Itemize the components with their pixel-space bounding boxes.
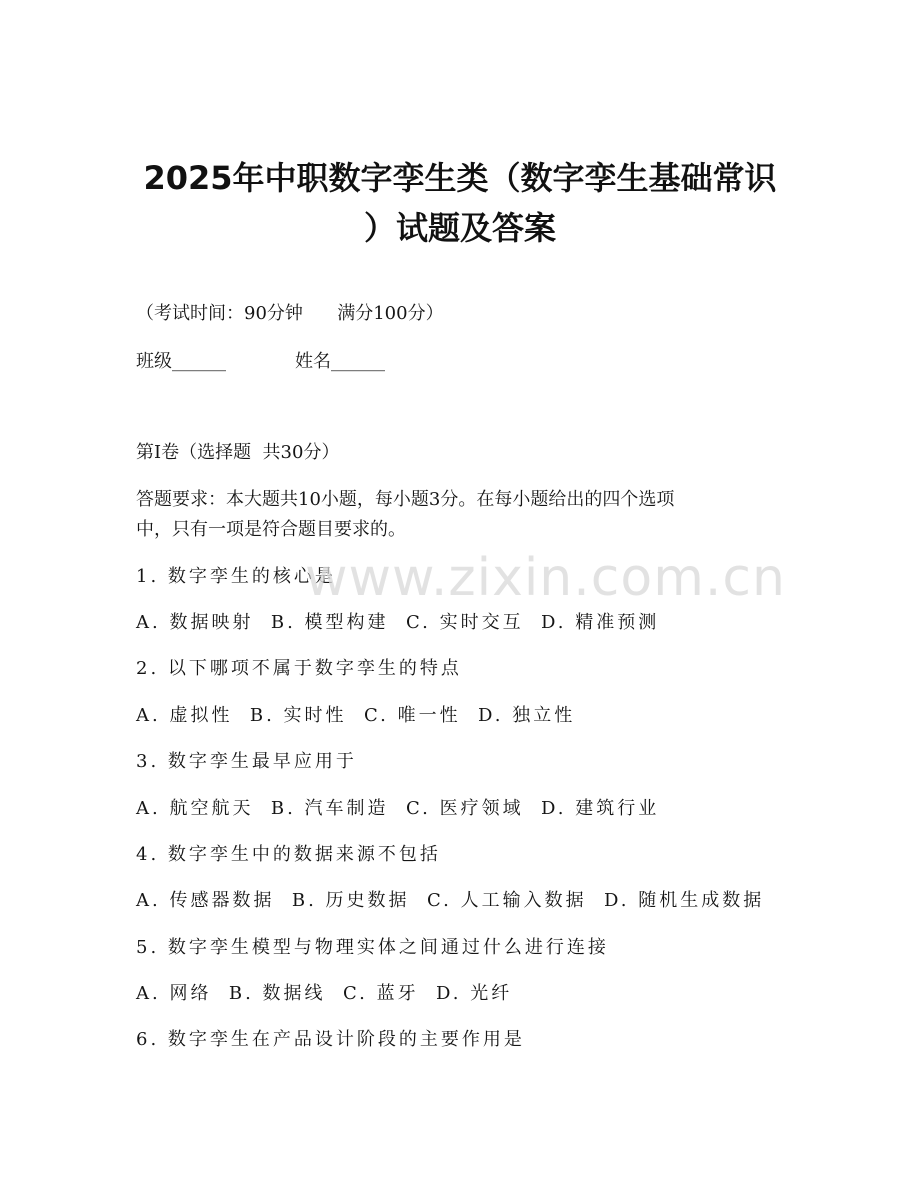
question-2-options: A. 虚拟性 B. 实时性 C. 唯一性 D. 独立性 bbox=[136, 705, 576, 726]
question-4-text: 4. 数字孪生中的数据来源不包括 bbox=[136, 844, 441, 865]
instruction-line-2: 中，只有一项是符合题目要求的。 bbox=[136, 519, 406, 540]
question-1-text: 1. 数字孪生的核心是 bbox=[136, 566, 336, 587]
watermark: www.zixin.com.cn bbox=[305, 548, 786, 608]
question-5-text: 5. 数字孪生模型与物理实体之间通过什么进行连接 bbox=[136, 937, 609, 958]
question-4-options: A. 传感器数据 B. 历史数据 C. 人工输入数据 D. 随机生成数据 bbox=[136, 890, 765, 911]
question-5-options: A. 网络 B. 数据线 C. 蓝牙 D. 光纤 bbox=[136, 983, 513, 1004]
document-title-line-1: 2025年中职数字孪生类（数字孪生基础常识 bbox=[143, 159, 777, 197]
question-6-text: 6. 数字孪生在产品设计阶段的主要作用是 bbox=[136, 1029, 525, 1050]
document-title-line-2: ）试题及答案 bbox=[363, 209, 556, 247]
question-3-text: 3. 数字孪生最早应用于 bbox=[136, 751, 357, 772]
question-2-text: 2. 以下哪项不属于数字孪生的特点 bbox=[136, 658, 462, 679]
name-field-label: 姓名______ bbox=[295, 351, 385, 372]
question-1-options: A. 数据映射 B. 模型构建 C. 实时交互 D. 精准预测 bbox=[136, 612, 660, 633]
instruction-line-1: 答题要求：本大题共10小题，每小题3分。在每小题给出的四个选项 bbox=[136, 489, 675, 510]
question-3-options: A. 航空航天 B. 汽车制造 C. 医疗领域 D. 建筑行业 bbox=[136, 798, 660, 819]
exam-info: （考试时间：90分钟 满分100分） bbox=[136, 303, 444, 324]
class-field-label: 班级______ bbox=[136, 351, 226, 372]
section-heading: 第I卷（选择题 共30分） bbox=[136, 442, 340, 463]
